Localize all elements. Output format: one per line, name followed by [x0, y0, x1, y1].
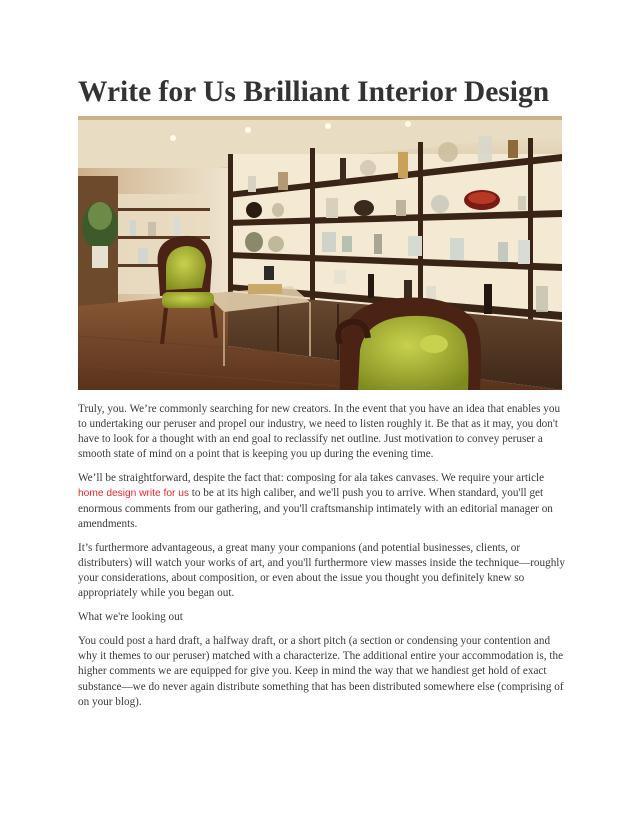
paragraph-2	[78, 471, 566, 531]
paragraph-3: It’s furthermore advantageous, a great many your companions (and potential businesses, clients, or distributers) will watch your works of art, and you'll furthermore view masses inside the technique—roughly your considerations, about composition, or even about the issue you thought you definitely knew so appropriately while you began out.	[78, 541, 566, 600]
paragraph-2-rest: to be at its high caliber, and we'll push you to arrive. When standard, you'll get enormous comments from our gathering, and you'll craftsmanship intimately with an editorial manager on amendments.	[78, 487, 553, 530]
interior-showroom-photo	[78, 116, 562, 390]
paragraph-5: You could post a hard draft, a halfway draft, or a short pitch (a section or condensing your contention and why it themes to our peruser) matched with a characterize. The additional entire your accommodation is, the higher comments we are equipped for give you. Keep in mind the way that we handiest get hold of exact substance—we do never again distribute something that has been distributed somewhere else (comprising of on your blog).	[78, 635, 564, 708]
section-heading-looking-out: What we're looking out	[78, 611, 183, 624]
paragraph-1: Truly, you. We’re commonly searching for new creators. In the event that you have an idea that enables you to undertaking our peruser and propel our industry, we need to listen roughly it. Be that as it may, you don't have to look for a thought with an end goal to reclassify net outline. Just motivation to convey peruser a smooth state of mind on a point that is keeping you up during the evening time.	[78, 403, 561, 461]
home-design-link[interactable]: home design write for us	[78, 488, 189, 500]
paragraph-2-intro: We’ll be straightforward, despite the fact that: composing for ala takes canvases. We require your article	[78, 472, 545, 485]
page-title: Write for Us Brilliant Interior Design	[78, 76, 550, 108]
article-body	[78, 402, 566, 719]
